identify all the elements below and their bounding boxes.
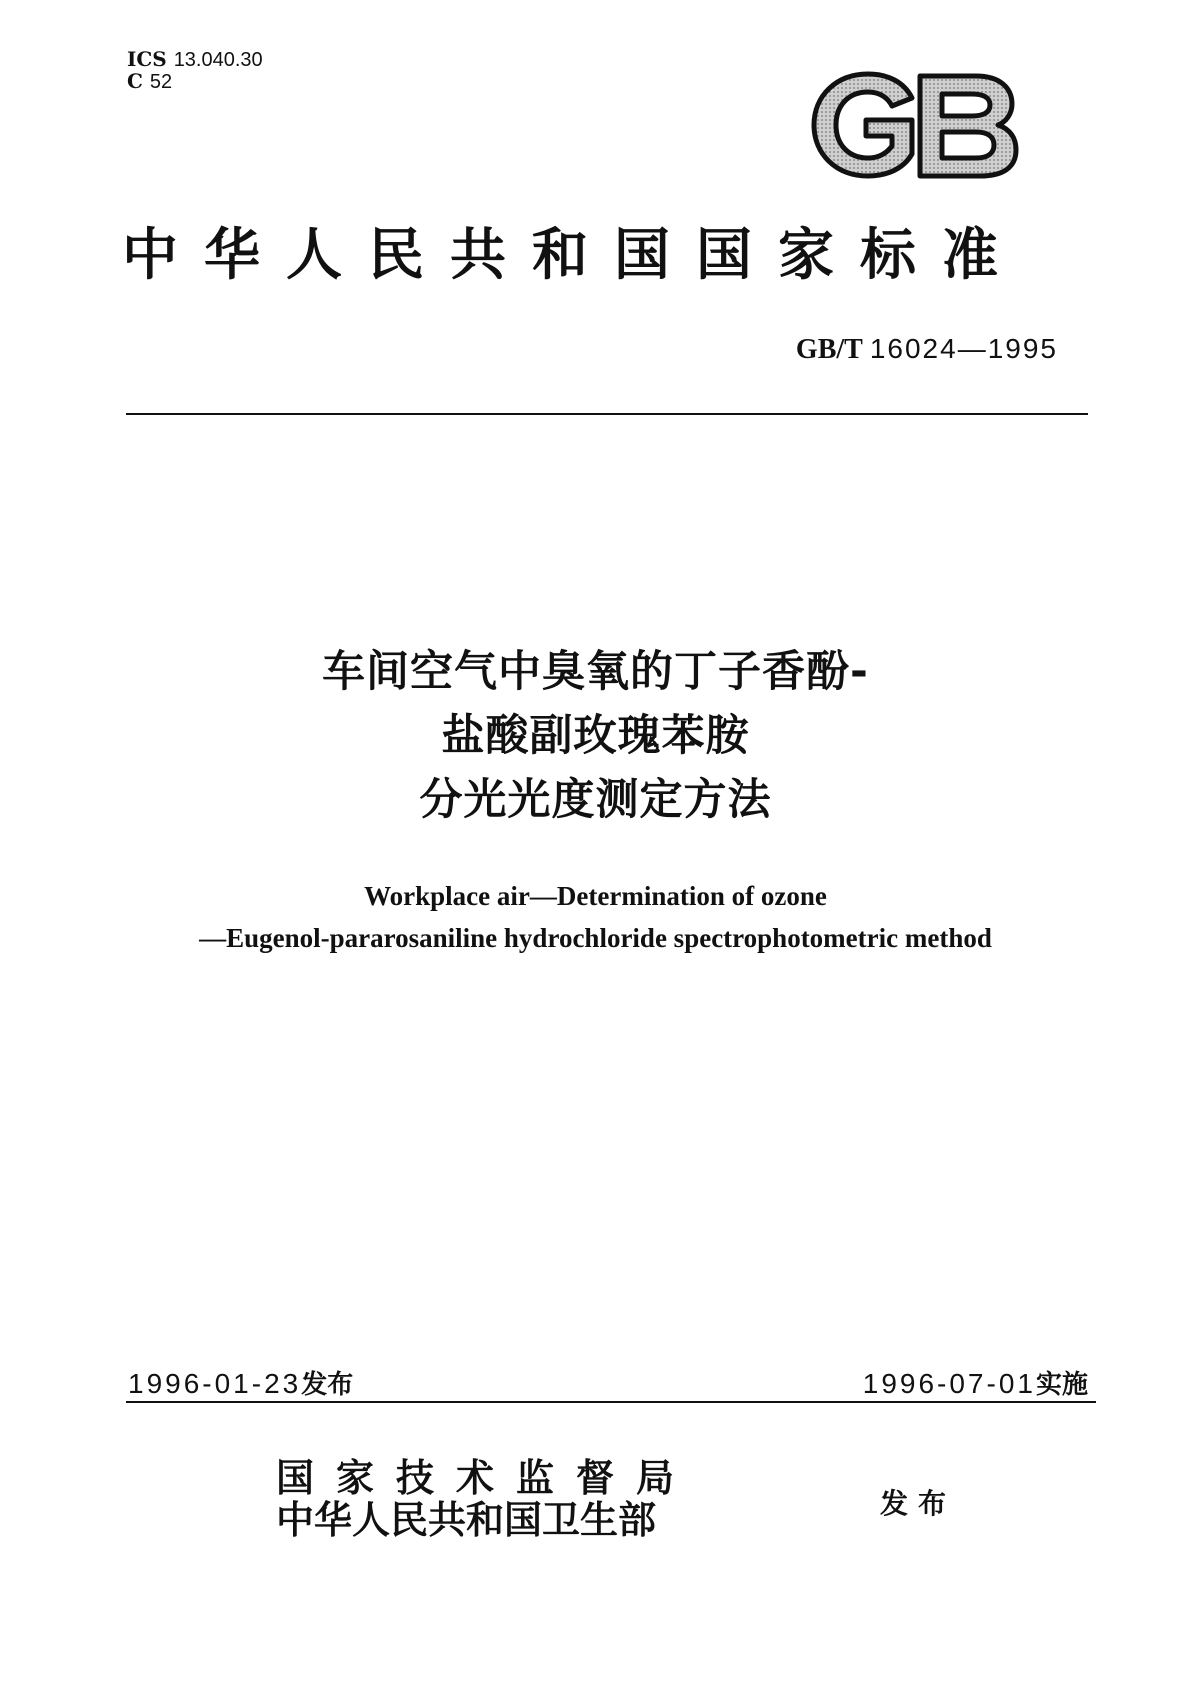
standard-number [796,333,1058,366]
effective-date [863,1364,1088,1401]
issued-date-value: 1996-01-23 [128,1368,302,1399]
ics-label: ICS [127,47,167,71]
footer-divider [126,1401,1096,1403]
national-standard-heading: 中华人民共和国国家标准 [122,222,1024,288]
ics-classification [127,48,263,71]
ccs-code: 52 [149,71,173,93]
title-en-line-2: —Eugenol-pararosaniline hydrochloride spectrophotometric method [199,923,992,953]
gb-logo [808,70,1020,180]
effective-label: 实施 [1035,1370,1088,1400]
title-zh-line-1: 车间空气中臭氧的丁子香酚- [322,647,869,697]
title-zh-line-3: 分光光度测定方法 [419,775,772,825]
title-zh-line-2: 盐酸副玫瑰苯胺 [441,711,750,761]
issuer-line-2: 中华人民共和国卫生部 [276,1497,657,1542]
effective-date-value: 1996-07-01 [862,1368,1036,1399]
issued-label: 发布 [301,1370,354,1400]
title-en-line-1: Workplace air—Determination of ozone [364,881,827,911]
ccs-label: C [127,69,143,93]
ccs-classification [127,70,172,93]
ics-code: 13.040.30 [173,49,263,71]
standard-prefix: GB/T [795,334,863,365]
header-divider [126,413,1088,415]
publish-label: 发布 [880,1487,957,1520]
standard-code: 16024—1995 [869,333,1058,364]
issuer-line-1: 国家技术监督局 [276,1455,697,1500]
issued-date [128,1364,353,1401]
